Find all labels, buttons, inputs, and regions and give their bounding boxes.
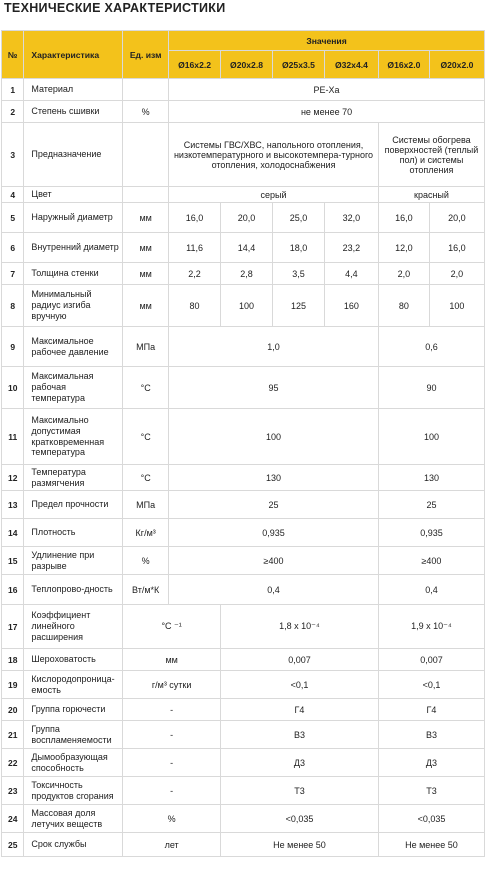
row-label: Шероховатость bbox=[24, 649, 123, 671]
row-value: Г4 bbox=[378, 699, 484, 721]
row-value: не менее 70 bbox=[169, 101, 485, 123]
row-value: В3 bbox=[378, 721, 484, 749]
row-value: 100 bbox=[378, 409, 484, 465]
row-unit: - bbox=[123, 721, 221, 749]
row-label: Максимальное рабочее давление bbox=[24, 327, 123, 367]
row-unit: - bbox=[123, 777, 221, 805]
table-row bbox=[2, 203, 485, 233]
row-label: Массовая доля летучих веществ bbox=[24, 805, 123, 833]
row-label: Дымообразующая способность bbox=[24, 749, 123, 777]
row-value: серый bbox=[169, 187, 379, 203]
row-value: 11,6 bbox=[169, 233, 221, 263]
table-row bbox=[2, 547, 485, 575]
row-value: 32,0 bbox=[324, 203, 378, 233]
row-value: 18,0 bbox=[272, 233, 324, 263]
header-size: Ø20x2.8 bbox=[221, 51, 273, 79]
row-value: 0,007 bbox=[221, 649, 379, 671]
row-number: 25 bbox=[2, 833, 24, 857]
table-row bbox=[2, 79, 485, 101]
header-values: Значения bbox=[169, 31, 485, 51]
table-row bbox=[2, 519, 485, 547]
header-size: Ø32x4.4 bbox=[324, 51, 378, 79]
table-row bbox=[2, 367, 485, 409]
row-label: Коэффициент линейного расширения bbox=[24, 605, 123, 649]
table-body bbox=[2, 79, 485, 857]
row-value: 2,0 bbox=[378, 263, 429, 285]
row-label: Наружный диаметр bbox=[24, 203, 123, 233]
row-value: 16,0 bbox=[429, 233, 484, 263]
row-value: Т3 bbox=[378, 777, 484, 805]
table-row bbox=[2, 101, 485, 123]
row-unit: Вт/м*К bbox=[123, 575, 169, 605]
specs-table bbox=[1, 30, 485, 857]
table-row bbox=[2, 749, 485, 777]
row-value: ≥400 bbox=[169, 547, 379, 575]
row-number: 20 bbox=[2, 699, 24, 721]
row-value: 80 bbox=[378, 285, 429, 327]
row-value: 95 bbox=[169, 367, 379, 409]
row-value: В3 bbox=[221, 721, 379, 749]
row-label: Предел прочности bbox=[24, 491, 123, 519]
row-unit: мм bbox=[123, 263, 169, 285]
row-value: <0,035 bbox=[378, 805, 484, 833]
row-number: 23 bbox=[2, 777, 24, 805]
row-value: 25 bbox=[378, 491, 484, 519]
row-label: Цвет bbox=[24, 187, 123, 203]
row-value: 100 bbox=[169, 409, 379, 465]
row-value: 16,0 bbox=[378, 203, 429, 233]
row-number: 5 bbox=[2, 203, 24, 233]
row-number: 14 bbox=[2, 519, 24, 547]
row-label: Токсичность продуктов сгорания bbox=[24, 777, 123, 805]
row-value: 16,0 bbox=[169, 203, 221, 233]
table-row bbox=[2, 671, 485, 699]
row-label: Внутренний диаметр bbox=[24, 233, 123, 263]
row-unit: °С ⁻¹ bbox=[123, 605, 221, 649]
row-number: 21 bbox=[2, 721, 24, 749]
row-number: 24 bbox=[2, 805, 24, 833]
row-value: 100 bbox=[429, 285, 484, 327]
table-row bbox=[2, 699, 485, 721]
table-row bbox=[2, 649, 485, 671]
row-value: 20,0 bbox=[429, 203, 484, 233]
table-row bbox=[2, 575, 485, 605]
row-number: 3 bbox=[2, 123, 24, 187]
row-value: 23,2 bbox=[324, 233, 378, 263]
row-value: 1,8 х 10⁻⁴ bbox=[221, 605, 379, 649]
row-unit: мм bbox=[123, 649, 221, 671]
table-row bbox=[2, 605, 485, 649]
row-unit: °С bbox=[123, 367, 169, 409]
row-unit: мм bbox=[123, 203, 169, 233]
row-unit bbox=[123, 79, 169, 101]
row-number: 15 bbox=[2, 547, 24, 575]
row-value: Не менее 50 bbox=[378, 833, 484, 857]
row-value: 2,0 bbox=[429, 263, 484, 285]
row-value: 4,4 bbox=[324, 263, 378, 285]
header-unit: Ед. изм bbox=[123, 31, 169, 79]
header-size: Ø20x2.0 bbox=[429, 51, 484, 79]
row-unit: °С bbox=[123, 409, 169, 465]
row-value: <0,035 bbox=[221, 805, 379, 833]
row-value: 0,007 bbox=[378, 649, 484, 671]
row-number: 7 bbox=[2, 263, 24, 285]
row-number: 2 bbox=[2, 101, 24, 123]
table-row bbox=[2, 187, 485, 203]
row-value: <0,1 bbox=[221, 671, 379, 699]
row-value: 0,6 bbox=[378, 327, 484, 367]
header-size: Ø16x2.2 bbox=[169, 51, 221, 79]
row-value: 1,9 х 10⁻⁴ bbox=[378, 605, 484, 649]
row-label: Степень сшивки bbox=[24, 101, 123, 123]
table-row bbox=[2, 721, 485, 749]
row-label: Кислородопроница-емость bbox=[24, 671, 123, 699]
row-unit: °С bbox=[123, 465, 169, 491]
row-number: 16 bbox=[2, 575, 24, 605]
row-unit: г/м³ сутки bbox=[123, 671, 221, 699]
row-value: 160 bbox=[324, 285, 378, 327]
row-value: 0,935 bbox=[169, 519, 379, 547]
table-row bbox=[2, 491, 485, 519]
row-label: Срок службы bbox=[24, 833, 123, 857]
row-label: Минимальный радиус изгиба вручную bbox=[24, 285, 123, 327]
row-label: Материал bbox=[24, 79, 123, 101]
row-value: 0,4 bbox=[378, 575, 484, 605]
row-label: Группа горючести bbox=[24, 699, 123, 721]
header-characteristic: Характеристика bbox=[24, 31, 123, 79]
row-unit: - bbox=[123, 749, 221, 777]
row-unit: мм bbox=[123, 233, 169, 263]
row-number: 11 bbox=[2, 409, 24, 465]
row-value: Д3 bbox=[221, 749, 379, 777]
row-unit: % bbox=[123, 547, 169, 575]
row-number: 19 bbox=[2, 671, 24, 699]
row-value: 25 bbox=[169, 491, 379, 519]
row-unit: - bbox=[123, 699, 221, 721]
table-row bbox=[2, 327, 485, 367]
row-value: Не менее 50 bbox=[221, 833, 379, 857]
row-value: 2,2 bbox=[169, 263, 221, 285]
row-value: ≥400 bbox=[378, 547, 484, 575]
row-label: Предназначение bbox=[24, 123, 123, 187]
row-value: 25,0 bbox=[272, 203, 324, 233]
row-value: Г4 bbox=[221, 699, 379, 721]
row-number: 1 bbox=[2, 79, 24, 101]
row-value: PE-Xa bbox=[169, 79, 485, 101]
row-value: 12,0 bbox=[378, 233, 429, 263]
row-label: Толщина стенки bbox=[24, 263, 123, 285]
row-value: Т3 bbox=[221, 777, 379, 805]
row-label: Удлинение при разрыве bbox=[24, 547, 123, 575]
row-value: 90 bbox=[378, 367, 484, 409]
row-number: 12 bbox=[2, 465, 24, 491]
row-value: 100 bbox=[221, 285, 273, 327]
table-row bbox=[2, 465, 485, 491]
table-row bbox=[2, 833, 485, 857]
row-unit: мм bbox=[123, 285, 169, 327]
row-number: 18 bbox=[2, 649, 24, 671]
row-value: 2,8 bbox=[221, 263, 273, 285]
row-value: <0,1 bbox=[378, 671, 484, 699]
row-value: 125 bbox=[272, 285, 324, 327]
table-row bbox=[2, 123, 485, 187]
row-number: 9 bbox=[2, 327, 24, 367]
table-header bbox=[2, 31, 485, 79]
row-label: Группа воспламеняемости bbox=[24, 721, 123, 749]
row-number: 4 bbox=[2, 187, 24, 203]
row-value: 1,0 bbox=[169, 327, 379, 367]
row-unit: % bbox=[123, 101, 169, 123]
table-row bbox=[2, 263, 485, 285]
table-row bbox=[2, 233, 485, 263]
row-value: 0,935 bbox=[378, 519, 484, 547]
table-row bbox=[2, 777, 485, 805]
row-number: 13 bbox=[2, 491, 24, 519]
row-label: Максимально допустимая кратковременная температура bbox=[24, 409, 123, 465]
table-row bbox=[2, 409, 485, 465]
row-unit: % bbox=[123, 805, 221, 833]
row-unit: Кг/м³ bbox=[123, 519, 169, 547]
row-label: Максимальная рабочая температура bbox=[24, 367, 123, 409]
header-size: Ø16x2.0 bbox=[378, 51, 429, 79]
table-row bbox=[2, 805, 485, 833]
row-value: 130 bbox=[169, 465, 379, 491]
row-label: Плотность bbox=[24, 519, 123, 547]
row-value: 3,5 bbox=[272, 263, 324, 285]
table-row bbox=[2, 285, 485, 327]
header-num: № bbox=[2, 31, 24, 79]
row-number: 8 bbox=[2, 285, 24, 327]
header-size: Ø25x3.5 bbox=[272, 51, 324, 79]
row-unit: МПа bbox=[123, 491, 169, 519]
row-unit: МПа bbox=[123, 327, 169, 367]
row-value: Системы ГВС/ХВС, напольного отопления, низкотемпературного и высокотемпера-турного отопления, холодоснабжения bbox=[169, 123, 379, 187]
row-label: Теплопрово-дность bbox=[24, 575, 123, 605]
row-value: Д3 bbox=[378, 749, 484, 777]
row-unit bbox=[123, 123, 169, 187]
row-value: красный bbox=[378, 187, 484, 203]
row-number: 17 bbox=[2, 605, 24, 649]
row-value: 14,4 bbox=[221, 233, 273, 263]
row-number: 22 bbox=[2, 749, 24, 777]
row-value: 80 bbox=[169, 285, 221, 327]
row-value: 0,4 bbox=[169, 575, 379, 605]
row-number: 10 bbox=[2, 367, 24, 409]
row-unit: лет bbox=[123, 833, 221, 857]
row-value: Системы обогрева поверхностей (теплый пол) и системы отопления bbox=[378, 123, 484, 187]
row-number: 6 bbox=[2, 233, 24, 263]
page-title: ТЕХНИЧЕСКИЕ ХАРАКТЕРИСТИКИ bbox=[4, 1, 226, 15]
row-value: 130 bbox=[378, 465, 484, 491]
row-value: 20,0 bbox=[221, 203, 273, 233]
row-label: Температура размягчения bbox=[24, 465, 123, 491]
row-unit bbox=[123, 187, 169, 203]
